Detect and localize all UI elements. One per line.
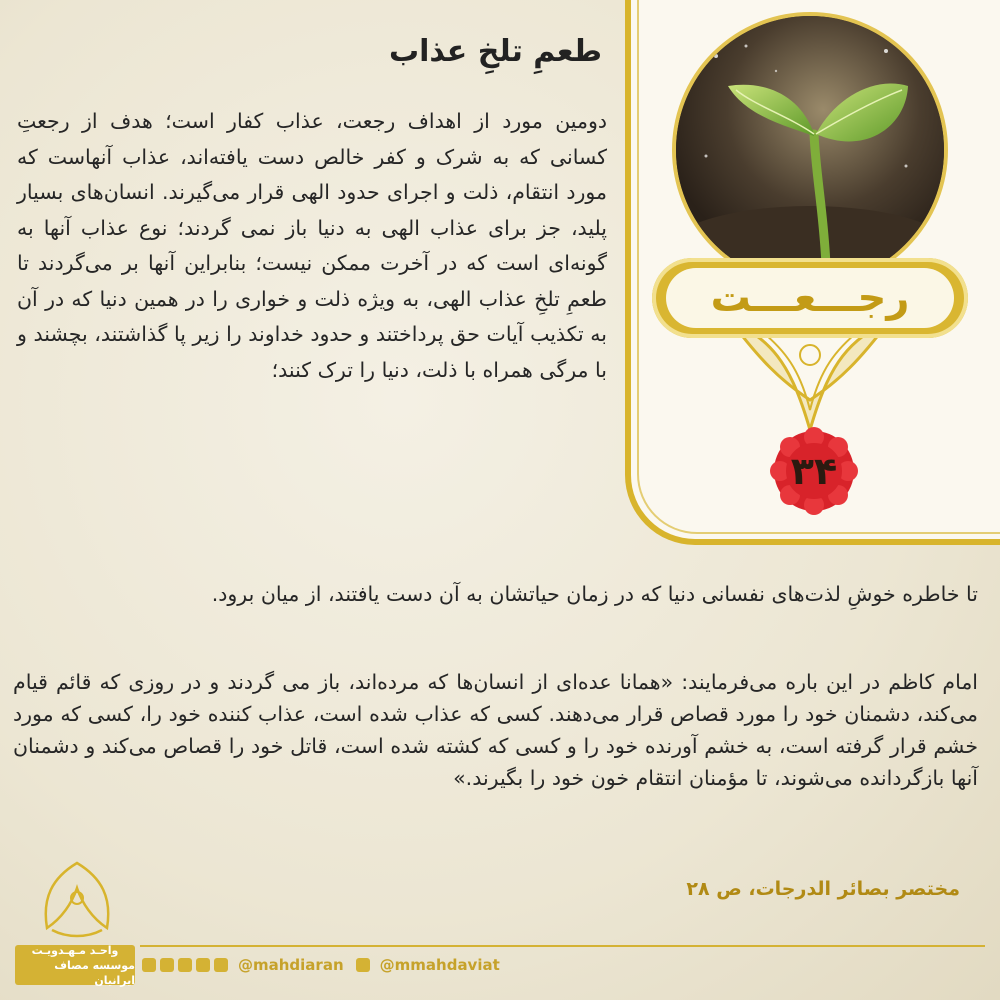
instagram-icon[interactable]	[160, 958, 174, 972]
body-paragraph-2: تا خاطره خوشِ لذت‌های نفسانی دنیا که در زمان حیاتشان به آن دست یافتند، از میان برود.	[211, 582, 978, 606]
mahdiaran-logo	[22, 858, 132, 948]
seedling-photo	[672, 12, 948, 288]
body-paragraph-3: امام کاظم در این باره می‌فرمایند: «همانا عده‌ای از انسان‌ها که مرده‌اند، باز می گردند و در روزی که قائم قیام می‌کند، دشمنان خود را مورد قصاص قرار می‌دهند. کسی که عذاب شده است، عذاب کننده خود را، کسی که مورد خشم قرار گرفته است، به خشم آورنده خود را و کسی که کشته شده است، قاتل خود را قصاص می‌کند و دشمنان آنها بازگردانده می‌شوند، تا مؤمنان انتقام خون خود را بگیرند.»	[13, 670, 978, 790]
bale-icon[interactable]	[356, 958, 370, 972]
org-line-2: موسسه مصاف ایرانیان	[54, 958, 135, 987]
body-paragraph-1: دومین مورد از اهداف رجعت، عذاب کفار است؛ هدف از رجعتِ کسانی که به شرک و کفر خالص دست یافته‌اند، عذاب آنهاست که مورد انتقام، ذلت و اجرای حدود الهی قرار می‌گیرند. انسان‌های بسیار پلید، جز برای عذاب الهی به دنیا باز نمی گردند؛ نوع عذاب آنها به گونه‌ای است که در آخرت ممکن نیست؛ بنابراین آنها بر می‌گردند تا طعمِ تلخِ عذاب الهی، به ویژه ذلت و خواری را در همین دنیا که در آن به تکذیب آیات حق پرداختند و حدود خداوند را زیر پا گذاشتند، بچشند و با مرگی همراه با ذلت، دنیا را ترک کنند؛	[17, 109, 607, 382]
eitaa-icon[interactable]	[196, 958, 210, 972]
topic-banner-inner	[666, 268, 954, 328]
handle-mmahdaviat[interactable]: @mmahdaviat	[379, 956, 500, 974]
social-links	[142, 952, 500, 978]
topic-label: رجـــعـــت	[710, 275, 910, 321]
source-citation: مختصر بصائر الدرجات، ص ۲۸	[686, 878, 960, 900]
seedling-illustration	[676, 16, 944, 284]
page-title: طعمِ تلخِ عذاب	[389, 34, 602, 69]
organization-label	[15, 945, 135, 985]
episode-number: ۳۴	[790, 449, 838, 493]
soroush-icon[interactable]	[214, 958, 228, 972]
footer-divider	[140, 945, 985, 947]
org-line-1: واحـد مـهـدویـت	[31, 943, 119, 957]
telegram-icon[interactable]	[142, 958, 156, 972]
aparat-icon[interactable]	[178, 958, 192, 972]
handle-mahdiaran[interactable]: @mahdiaran	[238, 956, 344, 974]
